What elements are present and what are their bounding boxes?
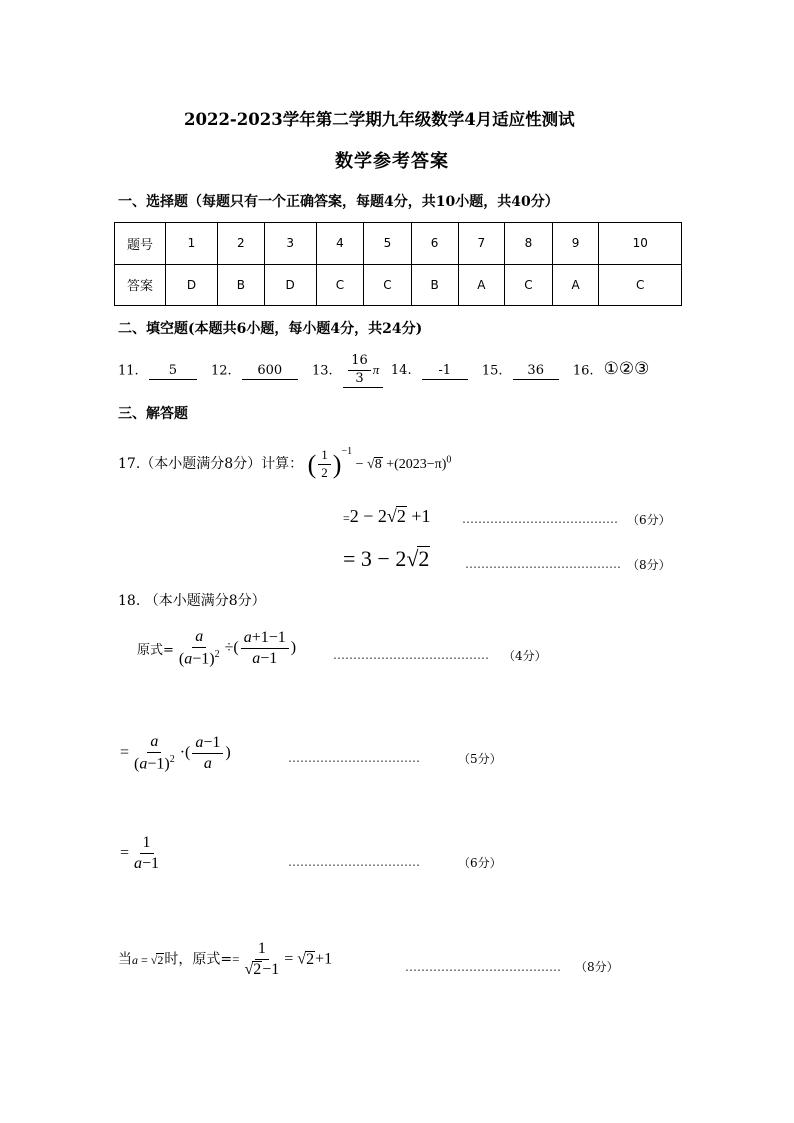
- q18-step2: = $\frac{a}{(a-1)^2}$ ·( $\frac{a-1}{a}$ ): [120, 733, 231, 773]
- q18-step4: 当a = √2时，原式== $\frac{1}{√2-1}$ = √2+1: [118, 940, 333, 979]
- q17-expression: ( $\frac{1}{2}$ )$^{-1} - √8 +(2023-\pi)^0$: [307, 446, 452, 481]
- q12-label: 12.: [210, 363, 232, 379]
- q18-step3: = $\frac{1}{a-1}$: [120, 834, 160, 873]
- q17-step1: =2 − 2√2 +1: [343, 506, 431, 526]
- page-subtitle: 数学参考答案: [335, 151, 449, 172]
- table-cell: B: [217, 264, 264, 306]
- table-cell: 9: [552, 223, 599, 265]
- table-cell: C: [599, 264, 682, 306]
- q17-line: [118, 446, 451, 481]
- table-cell: 1: [166, 223, 218, 265]
- table-header-cell: 题号: [115, 223, 166, 265]
- q13-answer: [343, 354, 383, 388]
- q13-label: 13.: [311, 363, 333, 379]
- q18-step1-score: （4分）: [503, 649, 547, 663]
- table-cell: B: [411, 264, 458, 306]
- fill-answers-line: [118, 354, 649, 388]
- page-title: 2022-2023学年第二学期九年级数学4月适应性测试: [184, 110, 575, 129]
- q18-step3-score: （6分）: [458, 856, 502, 870]
- q18-step4-dots: …………………………………: [405, 960, 561, 974]
- q13-numerator: 16: [348, 354, 371, 371]
- table-cell: 2: [217, 223, 264, 265]
- q13-fraction: [348, 354, 371, 387]
- q16-label: 16.: [572, 363, 594, 379]
- q18-step4-score: （8分）: [575, 960, 619, 974]
- table-cell: 3: [264, 223, 316, 265]
- q18-step3-dots: ……………………………: [288, 855, 420, 869]
- table-cell: A: [458, 264, 505, 306]
- table-row-answers: [115, 264, 682, 306]
- q16-choice: ①: [603, 359, 619, 380]
- q13-denominator: 3: [355, 370, 364, 386]
- answer-table: [114, 222, 682, 306]
- table-cell: A: [552, 264, 599, 306]
- q16-choice: ③: [634, 359, 650, 380]
- q17-label: 17.（本小题满分8分）计算：: [118, 456, 304, 472]
- table-row-numbers: [115, 223, 682, 265]
- q18-step2-dots: ……………………………: [288, 751, 420, 765]
- q17-step1-score: （6分）: [627, 513, 671, 527]
- table-cell: C: [316, 264, 364, 306]
- table-header-cell: 答案: [115, 264, 166, 306]
- q18-step1: 原式= $\frac{a}{(a-1)^2}$ ÷( $\frac{a+1-1}{a-1}$ ): [137, 628, 297, 668]
- q14-label: 14.: [390, 363, 412, 379]
- q16-answer: [603, 359, 650, 380]
- table-cell: 5: [364, 223, 412, 265]
- section-heading-solve: 三、解答题: [118, 406, 188, 422]
- table-cell: D: [166, 264, 218, 306]
- q18-when2: 时，原式=: [164, 951, 233, 968]
- table-cell: C: [364, 264, 412, 306]
- section-heading-choice: 一、选择题（每题只有一个正确答案，每题4分，共10小题，共40分）: [118, 194, 559, 210]
- table-cell: D: [264, 264, 316, 306]
- q15-label: 15.: [481, 363, 503, 379]
- q18-when: 当: [118, 951, 132, 968]
- q17-step1-dots: …………………………………: [462, 512, 618, 526]
- q18-step2-score: （5分）: [458, 752, 502, 766]
- q17-step2-score: （8分）: [627, 558, 671, 572]
- q15-answer: 36: [513, 363, 559, 380]
- q12-answer: 600: [242, 363, 298, 380]
- table-cell: 10: [599, 223, 682, 265]
- q11-answer: 5: [149, 363, 197, 380]
- q18-label: 18. （本小题满分8分）: [118, 593, 266, 609]
- q13-pi: π: [372, 361, 380, 377]
- table-cell: C: [505, 264, 553, 306]
- q14-answer: -1: [422, 363, 468, 380]
- q18-prefix: 原式=: [137, 643, 174, 659]
- q16-choice: ②: [618, 359, 635, 380]
- q18-step1-dots: …………………………………: [333, 648, 489, 662]
- table-cell: 7: [458, 223, 505, 265]
- section-heading-fill: 二、填空题(本题共6小题，每小题4分，共24分): [118, 321, 423, 337]
- q11-label: 11.: [118, 363, 139, 379]
- table-cell: 4: [316, 223, 364, 265]
- q17-step2: = 3 − 2√2: [343, 546, 430, 571]
- table-cell: 8: [505, 223, 553, 265]
- q17-step2-dots: …………………………………: [465, 557, 621, 571]
- table-cell: 6: [411, 223, 458, 265]
